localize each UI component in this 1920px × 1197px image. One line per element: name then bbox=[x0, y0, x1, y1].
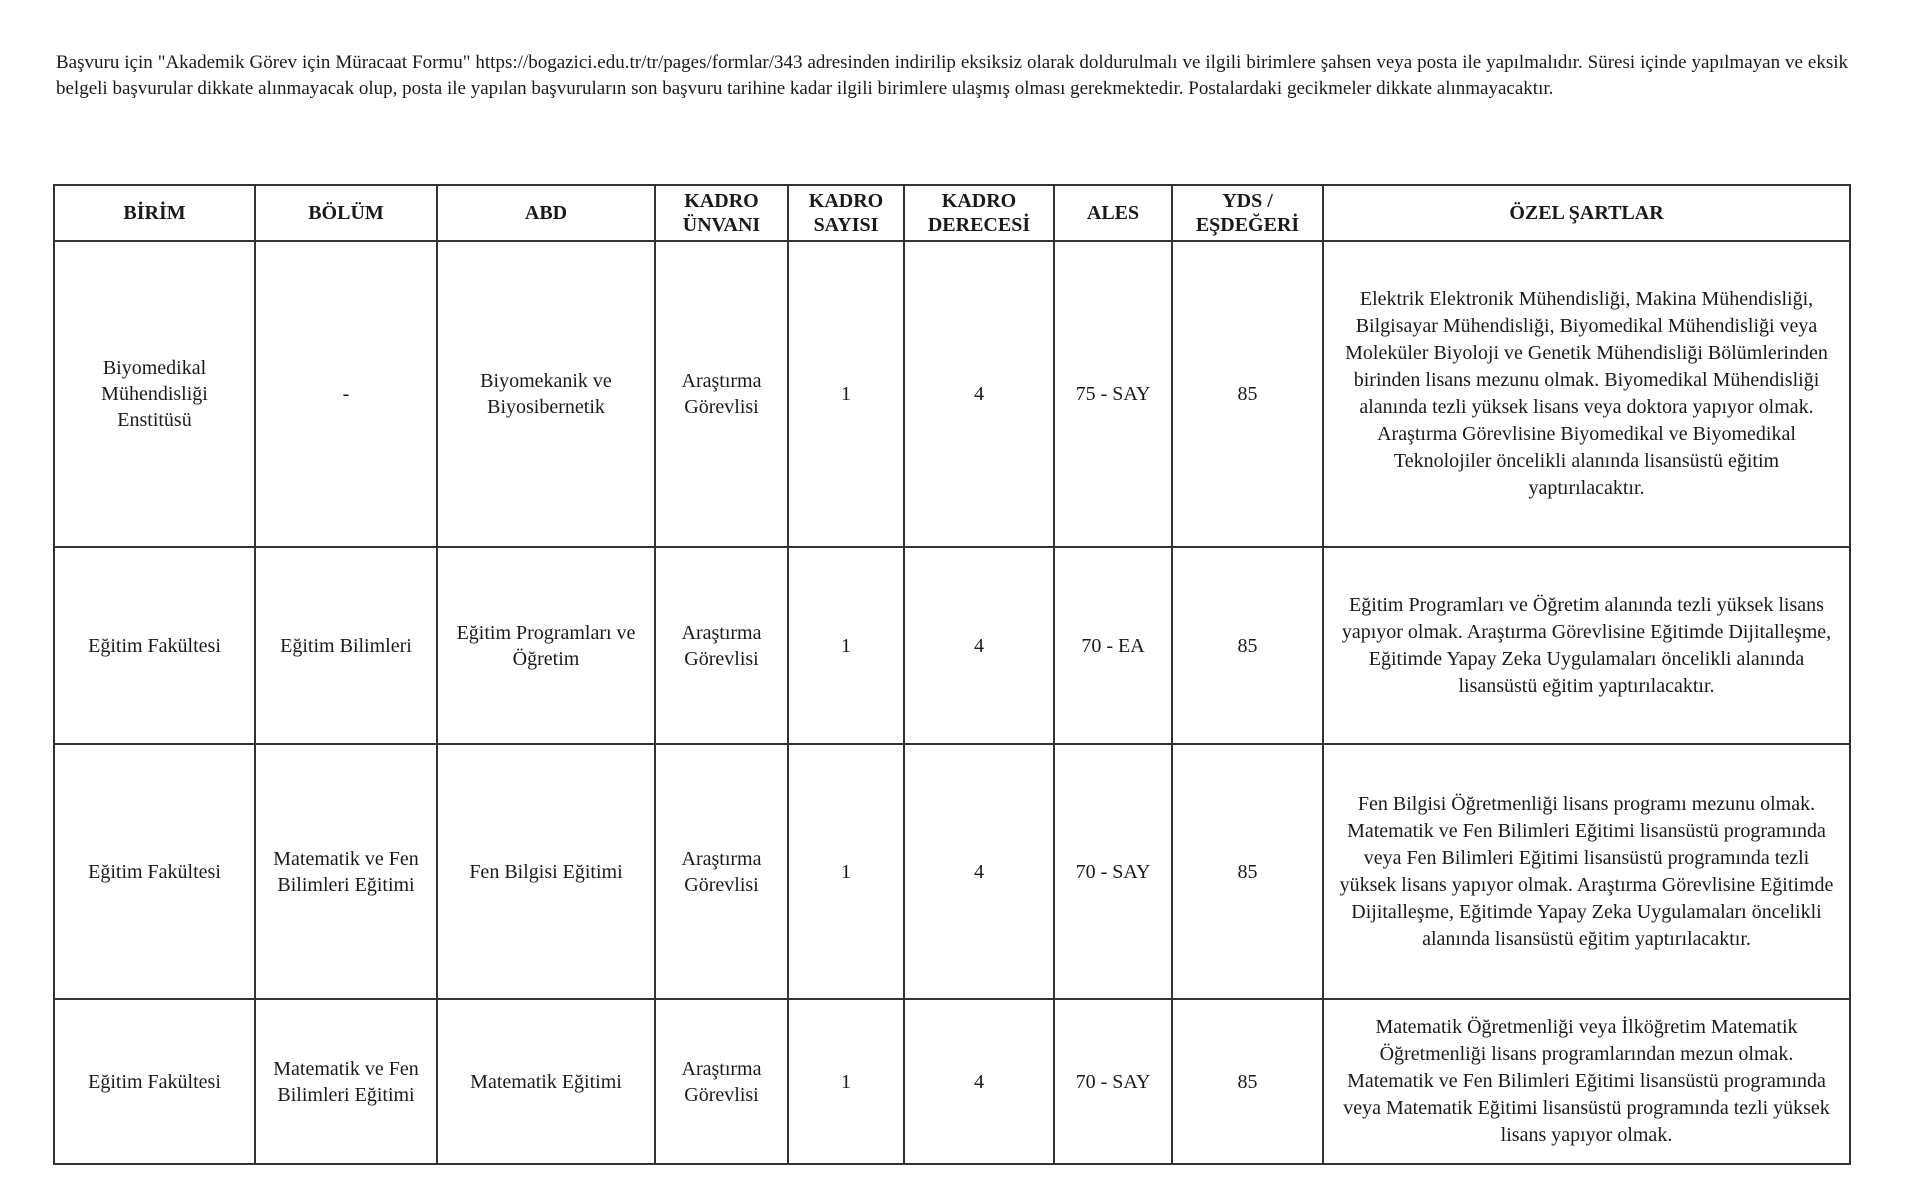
cell-birim: Biyomedikal Mühendisliği Enstitüsü bbox=[54, 241, 255, 547]
header-abd: ABD bbox=[437, 185, 655, 241]
cell-yds: 85 bbox=[1172, 547, 1323, 744]
cell-kadro-unvani: Araştırma Görevlisi bbox=[655, 241, 788, 547]
cell-abd: Eğitim Programları ve Öğretim bbox=[437, 547, 655, 744]
header-yds: YDS / EŞDEĞERİ bbox=[1172, 185, 1323, 241]
cell-yds: 85 bbox=[1172, 999, 1323, 1164]
table-header-row bbox=[54, 185, 1850, 241]
cell-yds: 85 bbox=[1172, 241, 1323, 547]
cell-ozel-sartlar: Fen Bilgisi Öğretmenliği lisans programı mezunu olmak. Matematik ve Fen Bilimleri Eğitimi lisansüstü programında veya Fen Bilimleri Eğitimi lisansüstü programında tezli yüksek lisans yapıyor olmak. Araştırma Görevlisine Eğitimde Dijitalleşme, Eğitimde Yapay Zeka Uygulamaları öncelikli alanında lisansüstü eğitim yaptırılacaktır. bbox=[1323, 744, 1850, 999]
cell-kadro-unvani: Araştırma Görevlisi bbox=[655, 547, 788, 744]
position-table bbox=[53, 184, 1851, 1165]
application-instructions: Başvuru için "Akademik Görev için Müracaat Formu" https://bogazici.edu.tr/tr/pages/formlar/343 adresinden indirilip eksiksiz olarak doldurulmalı ve ilgili birimlere şahsen veya posta ile yapılmalıdır. Süresi içinde yapılmayan ve eksik belgeli başvurular dikkate alınmayacak olup, posta ile yapılan başvuruların son başvuru tarihine kadar ilgili birimlere ulaşmış olması gerekmektedir. Postalardaki gecikmeler dikkate alınmayacaktır. bbox=[56, 52, 1848, 99]
table-row bbox=[54, 241, 1850, 547]
cell-kadro-sayisi: 1 bbox=[788, 999, 904, 1164]
header-kadro-sayisi: KADRO SAYISI bbox=[788, 185, 904, 241]
cell-bolum: Eğitim Bilimleri bbox=[255, 547, 437, 744]
cell-birim: Eğitim Fakültesi bbox=[54, 999, 255, 1164]
cell-kadro-derecesi: 4 bbox=[904, 241, 1054, 547]
cell-kadro-unvani: Araştırma Görevlisi bbox=[655, 999, 788, 1164]
cell-bolum: - bbox=[255, 241, 437, 547]
cell-bolum: Matematik ve Fen Bilimleri Eğitimi bbox=[255, 999, 437, 1164]
header-ozel-sartlar: ÖZEL ŞARTLAR bbox=[1323, 185, 1850, 241]
cell-ales: 70 - SAY bbox=[1054, 999, 1172, 1164]
cell-ozel-sartlar: Eğitim Programları ve Öğretim alanında tezli yüksek lisans yapıyor olmak. Araştırma Görevlisine Eğitimde Dijitalleşme, Eğitimde Yapay Zeka Uygulamaları öncelikli alanında lisansüstü eğitim yaptırılacaktır. bbox=[1323, 547, 1850, 744]
cell-abd: Biyomekanik ve Biyosibernetik bbox=[437, 241, 655, 547]
header-ales: ALES bbox=[1054, 185, 1172, 241]
cell-kadro-derecesi: 4 bbox=[904, 999, 1054, 1164]
cell-ales: 75 - SAY bbox=[1054, 241, 1172, 547]
cell-kadro-unvani: Araştırma Görevlisi bbox=[655, 744, 788, 999]
header-kadro-unvani: KADRO ÜNVANI bbox=[655, 185, 788, 241]
cell-ozel-sartlar: Elektrik Elektronik Mühendisliği, Makina Mühendisliği, Bilgisayar Mühendisliği, Biyomedikal Mühendisliği veya Moleküler Biyoloji ve Genetik Mühendisliği Bölümlerinden birinden lisans mezunu olmak. Biyomedikal Mühendisliği alanında tezli yüksek lisans veya doktora yapıyor olmak. Araştırma Görevlisine Biyomedikal ve Biyomedikal Teknolojiler öncelikli alanında lisansüstü eğitim yaptırılacaktır. bbox=[1323, 241, 1850, 547]
cell-kadro-derecesi: 4 bbox=[904, 547, 1054, 744]
cell-bolum: Matematik ve Fen Bilimleri Eğitimi bbox=[255, 744, 437, 999]
table-row bbox=[54, 547, 1850, 744]
cell-abd: Fen Bilgisi Eğitimi bbox=[437, 744, 655, 999]
cell-ales: 70 - SAY bbox=[1054, 744, 1172, 999]
header-kadro-derecesi: KADRO DERECESİ bbox=[904, 185, 1054, 241]
header-birim: BİRİM bbox=[54, 185, 255, 241]
cell-yds: 85 bbox=[1172, 744, 1323, 999]
cell-kadro-sayisi: 1 bbox=[788, 547, 904, 744]
header-bolum: BÖLÜM bbox=[255, 185, 437, 241]
cell-birim: Eğitim Fakültesi bbox=[54, 547, 255, 744]
cell-kadro-derecesi: 4 bbox=[904, 744, 1054, 999]
cell-kadro-sayisi: 1 bbox=[788, 241, 904, 547]
cell-ozel-sartlar: Matematik Öğretmenliği veya İlköğretim Matematik Öğretmenliği lisans programlarından mezun olmak. Matematik ve Fen Bilimleri Eğitimi lisansüstü programında veya Matematik Eğitimi lisansüstü programında tezli yüksek lisans yapıyor olmak. bbox=[1323, 999, 1850, 1164]
table-row bbox=[54, 999, 1850, 1164]
cell-birim: Eğitim Fakültesi bbox=[54, 744, 255, 999]
cell-kadro-sayisi: 1 bbox=[788, 744, 904, 999]
cell-abd: Matematik Eğitimi bbox=[437, 999, 655, 1164]
table-row bbox=[54, 744, 1850, 999]
cell-ales: 70 - EA bbox=[1054, 547, 1172, 744]
